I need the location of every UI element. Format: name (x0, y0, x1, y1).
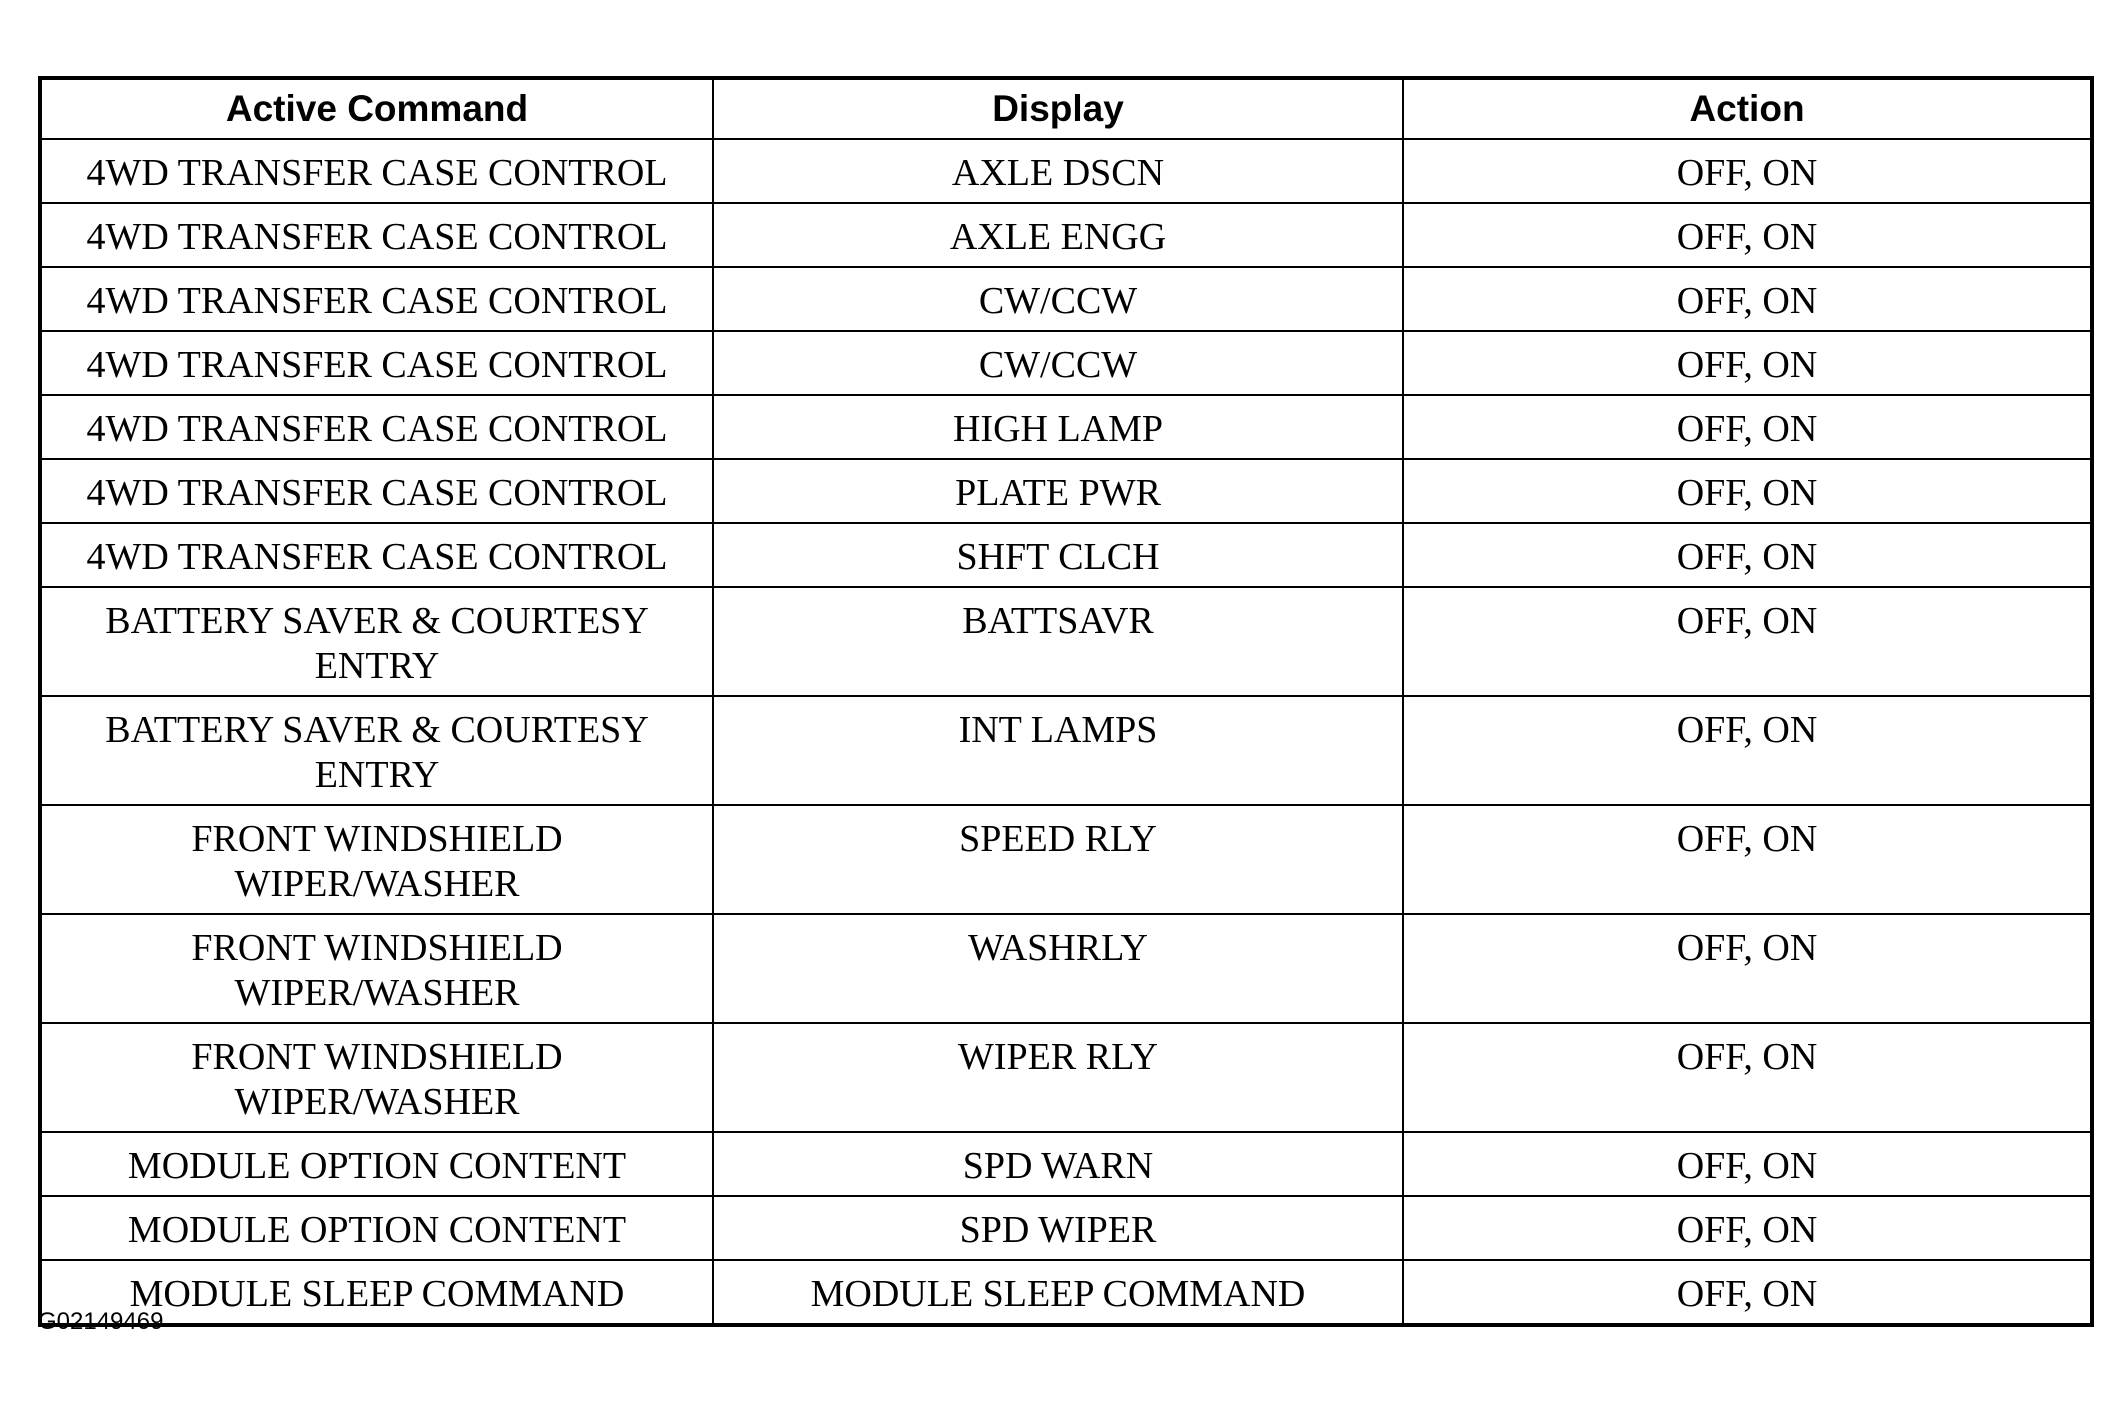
cell-action: OFF, ON (1403, 1023, 2092, 1132)
cell-action: OFF, ON (1403, 523, 2092, 587)
cell-display: SPEED RLY (713, 805, 1403, 914)
cell-command: 4WD TRANSFER CASE CONTROL (40, 459, 713, 523)
figure-id: G02149469 (38, 1308, 164, 1335)
table-row (40, 331, 2092, 395)
table-row (40, 139, 2092, 203)
cell-display: WASHRLY (713, 914, 1403, 1023)
table-row (40, 805, 2092, 914)
table-row (40, 203, 2092, 267)
header-display: Display (713, 78, 1403, 139)
cell-display: AXLE DSCN (713, 139, 1403, 203)
command-table-container (38, 76, 2090, 1327)
cell-command: 4WD TRANSFER CASE CONTROL (40, 267, 713, 331)
cell-display: CW/CCW (713, 331, 1403, 395)
cell-command: 4WD TRANSFER CASE CONTROL (40, 331, 713, 395)
table-row (40, 1132, 2092, 1196)
cell-display: SPD WIPER (713, 1196, 1403, 1260)
cell-action: OFF, ON (1403, 267, 2092, 331)
cell-command: 4WD TRANSFER CASE CONTROL (40, 203, 713, 267)
cell-action: OFF, ON (1403, 459, 2092, 523)
active-command-table (38, 76, 2094, 1327)
table-header-row (40, 78, 2092, 139)
cell-display: SPD WARN (713, 1132, 1403, 1196)
cell-display: WIPER RLY (713, 1023, 1403, 1132)
header-active-command: Active Command (40, 78, 713, 139)
cell-command: MODULE SLEEP COMMAND (40, 1260, 713, 1325)
cell-command: BATTERY SAVER & COURTESY ENTRY (40, 696, 713, 805)
table-row (40, 587, 2092, 696)
table-row (40, 523, 2092, 587)
cell-display: CW/CCW (713, 267, 1403, 331)
cell-action: OFF, ON (1403, 203, 2092, 267)
cell-command: BATTERY SAVER & COURTESY ENTRY (40, 587, 713, 696)
cell-command: 4WD TRANSFER CASE CONTROL (40, 395, 713, 459)
table-row (40, 914, 2092, 1023)
cell-display: BATTSAVR (713, 587, 1403, 696)
cell-command: FRONT WINDSHIELD WIPER/WASHER (40, 805, 713, 914)
header-action: Action (1403, 78, 2092, 139)
cell-command: MODULE OPTION CONTENT (40, 1196, 713, 1260)
cell-display: AXLE ENGG (713, 203, 1403, 267)
cell-command: MODULE OPTION CONTENT (40, 1132, 713, 1196)
table-row (40, 459, 2092, 523)
cell-action: OFF, ON (1403, 805, 2092, 914)
cell-action: OFF, ON (1403, 696, 2092, 805)
cell-display: MODULE SLEEP COMMAND (713, 1260, 1403, 1325)
table-row (40, 696, 2092, 805)
cell-action: OFF, ON (1403, 1260, 2092, 1325)
table-row (40, 1260, 2092, 1325)
cell-command: FRONT WINDSHIELD WIPER/WASHER (40, 914, 713, 1023)
table-row (40, 1023, 2092, 1132)
cell-display: SHFT CLCH (713, 523, 1403, 587)
cell-display: INT LAMPS (713, 696, 1403, 805)
cell-display: PLATE PWR (713, 459, 1403, 523)
cell-command: 4WD TRANSFER CASE CONTROL (40, 523, 713, 587)
cell-action: OFF, ON (1403, 395, 2092, 459)
cell-action: OFF, ON (1403, 1132, 2092, 1196)
cell-command: FRONT WINDSHIELD WIPER/WASHER (40, 1023, 713, 1132)
table-row (40, 1196, 2092, 1260)
cell-display: HIGH LAMP (713, 395, 1403, 459)
cell-action: OFF, ON (1403, 587, 2092, 696)
cell-action: OFF, ON (1403, 914, 2092, 1023)
cell-action: OFF, ON (1403, 1196, 2092, 1260)
table-row (40, 267, 2092, 331)
cell-action: OFF, ON (1403, 139, 2092, 203)
cell-action: OFF, ON (1403, 331, 2092, 395)
table-row (40, 395, 2092, 459)
cell-command: 4WD TRANSFER CASE CONTROL (40, 139, 713, 203)
